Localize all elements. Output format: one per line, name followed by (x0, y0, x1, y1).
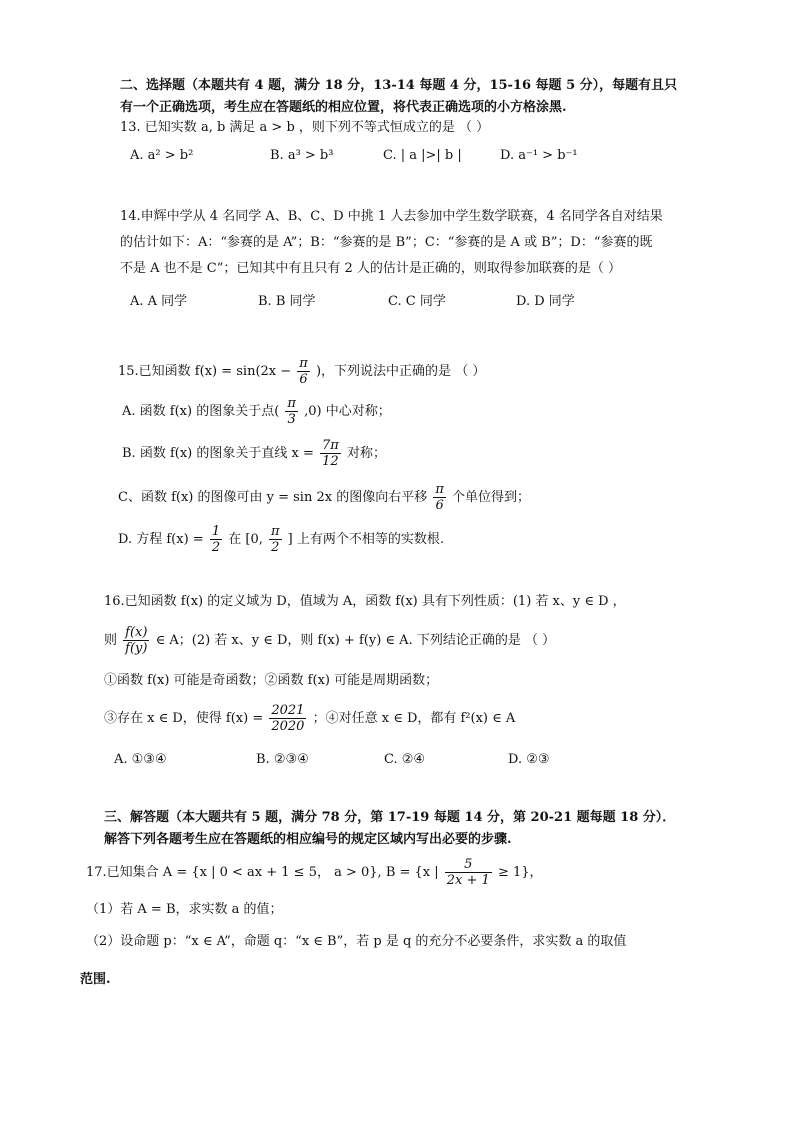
fraction-denominator: 12 (322, 454, 339, 469)
fraction-numerator: π (299, 356, 308, 371)
q15-stem-text-a: 15.已知函数 f(x) = sin(2x − (118, 364, 292, 379)
fraction-numerator: 1 (211, 524, 221, 539)
q15-option-b-text: B. 函数 f(x) 的图象关于直线 x = (122, 446, 314, 461)
q16-line4-text-a: ③存在 x ∈ D，使得 f(x) = (104, 711, 264, 726)
fraction-numerator: 2021 (271, 703, 305, 718)
fraction-denominator: 3 (287, 412, 296, 427)
q14-line2: 的估计如下：A：“参赛的是 A”；B：“参赛的是 B”；C：“参赛的是 A 或 B”；D：“参赛的既 (120, 235, 653, 250)
q16-line2-fraction (123, 625, 149, 656)
fraction-denominator: f(y) (125, 641, 148, 656)
fraction-numerator: 5 (445, 857, 492, 873)
q13-option-d: D. a⁻¹ > b⁻¹ (500, 148, 578, 163)
q15-option-a (122, 396, 391, 428)
q15-stem-fraction (297, 356, 310, 387)
q15-option-b (122, 438, 386, 470)
q15-option-c (118, 482, 530, 514)
section3-header-line2: 解答下列各题考生应在答题纸的相应编号的规定区域内写出必要的步骤. (104, 832, 512, 847)
q17-stem-fraction (445, 857, 492, 888)
fraction-numerator: π (270, 524, 280, 539)
q15-stem-text-b: )，下列说法中正确的是 （ ） (315, 364, 486, 379)
q14-option-c: C. C 同学 (388, 294, 446, 309)
q15-option-d-fraction-2 (269, 524, 282, 555)
q13-option-b: B. a³ > b³ (270, 148, 334, 163)
fraction-numerator: π (435, 482, 444, 497)
section2-header-line1: 二、选择题（本题共有 4 题，满分 18 分，13-14 每题 4 分，15-16 每题 5 分），每题有且只 (120, 78, 678, 93)
q15-option-b-text-b: 对称； (346, 446, 386, 461)
q16-option-a: A. ①③④ (114, 752, 167, 767)
q16-line2-text-a: 则 (104, 633, 118, 648)
fraction-denominator: 2020 (271, 719, 305, 734)
fraction-denominator: 6 (435, 498, 444, 513)
q15-option-a-text-b: ,0) 中心对称； (304, 404, 391, 419)
q13-option-a: A. a² > b² (130, 148, 194, 163)
q17-stem (86, 856, 543, 890)
q15-option-d-text-b: 在 [0, (228, 532, 263, 547)
q15-option-a-fraction (285, 396, 298, 427)
q15-option-c-text-b: 个单位得到； (452, 490, 531, 505)
q17-stem-text-b: ≥ 1}， (497, 865, 543, 880)
section3-header-line1: 三、解答题（本大题共有 5 题，满分 78 分，第 17-19 每题 14 分，第 20-21 题每题 18 分）． (104, 810, 676, 825)
q16-line2 (104, 624, 555, 658)
q13-option-c: C. | a |>| b | (383, 148, 462, 163)
fraction-numerator: 7π (322, 438, 339, 453)
q15-option-c-fraction (433, 482, 446, 513)
fraction-denominator: 2x + 1 (446, 873, 490, 888)
q16-option-d: D. ②③ (508, 752, 550, 767)
fraction-numerator: π (287, 396, 296, 411)
q14-line3: 不是 A 也不是 C”；已知其中有且只有 2 人的估计是正确的，则取得参加联赛的是（ ） (120, 261, 622, 276)
q14-line1: 14.申辉中学从 4 名同学 A、B、C、D 中挑 1 人去参加中学生数学联赛，4 名同学各自对结果 (120, 209, 663, 224)
q17-stem-text-a: 17.已知集合 A = {x | 0 < ax + 1 ≤ 5， a > 0}, B = {x | (86, 865, 439, 880)
fraction-denominator: 6 (299, 372, 308, 387)
q15-option-d-fraction-1 (210, 524, 222, 555)
q16-option-b: B. ②③④ (256, 752, 309, 767)
q16-line4 (104, 702, 515, 736)
q17-part1: （1）若 A = B，求实数 a 的值； (86, 902, 283, 917)
q16-line1: 16.已知函数 f(x) 的定义域为 D，值域为 A，函数 f(x) 具有下列性质：(1) 若 x、y ∈ D ， (104, 594, 626, 609)
q14-option-b: B. B 同学 (258, 294, 316, 309)
q15-option-c-text: C、函数 f(x) 的图像可由 y = sin 2x 的图像向右平移 (118, 490, 428, 505)
q16-line4-fraction (269, 703, 306, 734)
fraction-denominator: 2 (271, 540, 280, 555)
section2-header-line2: 有一个正确选项，考生应在答题纸的相应位置，将代表正确选项的小方格涂黑. (120, 100, 567, 115)
q16-option-c: C. ②④ (384, 752, 426, 767)
q14-option-d: D. D 同学 (516, 294, 575, 309)
q14-option-a: A. A 同学 (130, 294, 188, 309)
q13-stem: 13. 已知实数 a, b 满足 a > b ，则下列不等式恒成立的是 （ ） (120, 120, 490, 135)
q16-line3: ①函数 f(x) 可能是奇函数；②函数 f(x) 可能是周期函数； (104, 673, 439, 688)
fraction-numerator: f(x) (123, 625, 149, 641)
q15-stem (118, 356, 485, 388)
q17-part2-continued: 范围. (80, 972, 111, 987)
q15-option-a-text: A. 函数 f(x) 的图象关于点( (122, 404, 280, 419)
fraction-denominator: 2 (211, 540, 221, 555)
q15-option-d (118, 524, 444, 556)
q17-part2: （2）设命题 p：“x ∈ A”，命题 q：“x ∈ B”，若 p 是 q 的充分不必要条件，求实数 a 的取值 (86, 934, 627, 949)
q16-line2-text-b: ∈ A；(2) 若 x、y ∈ D，则 f(x) + f(y) ∈ A. 下列结论正确的是 （ ） (155, 633, 556, 648)
q15-option-d-text-c: ] 上有两个不相等的实数根. (287, 532, 445, 547)
q16-line4-text-b: ；④对任意 x ∈ D，都有 f²(x) ∈ A (312, 711, 516, 726)
q15-option-d-text: D. 方程 f(x) = (118, 532, 204, 547)
q15-option-b-fraction (320, 438, 341, 469)
